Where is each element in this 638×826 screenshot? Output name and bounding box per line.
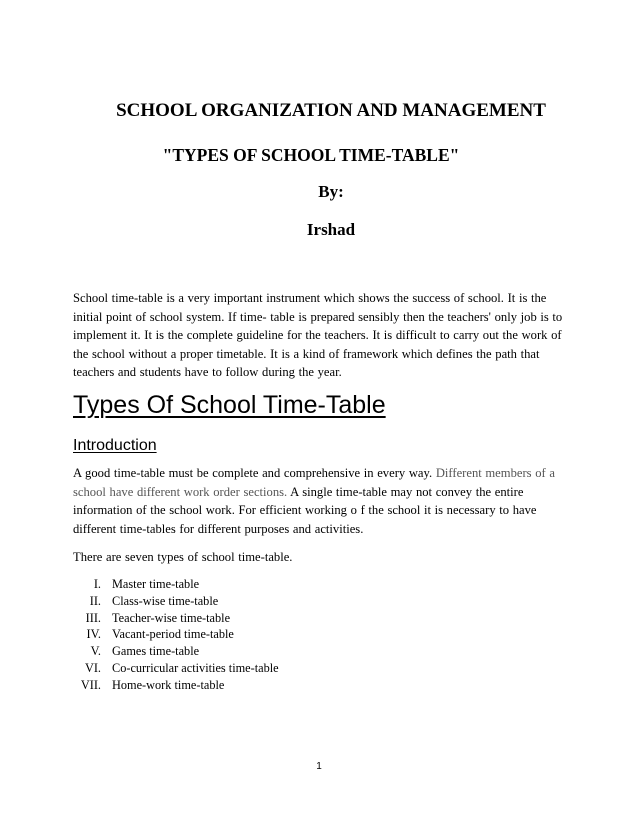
list-item (73, 610, 473, 627)
paragraph-line (73, 483, 573, 502)
paragraph-line: the school without a proper timetable. It is a kind of framework which defines the path that (73, 346, 540, 361)
types-list (73, 576, 473, 694)
list-item (73, 576, 473, 593)
list-item (73, 643, 473, 660)
list-text: Co-curricular activities time-table (112, 660, 279, 675)
list-item (73, 660, 473, 677)
list-number: VI. (84, 660, 101, 675)
body-paragraph (73, 464, 573, 538)
list-text: Master time-table (112, 577, 200, 591)
author-name: Irshad (306, 220, 356, 239)
intro-paragraph (73, 289, 573, 382)
paragraph-line: initial point of school system. If time- table is prepared sensibly then the teachers' only job is to (73, 309, 563, 324)
list-item (73, 626, 473, 643)
section-heading: Types Of School Time-Table (73, 391, 386, 419)
list-item (73, 593, 473, 610)
paragraph-line: implement it. It is the complete guideline for the teachers. It is difficult to carry out the work of (73, 328, 562, 342)
list-number: I. (93, 577, 101, 591)
list-text: Home-work time-table (112, 677, 225, 692)
list-text: Class-wise time-table (112, 593, 219, 608)
list-text: Vacant-period time-table (112, 627, 234, 642)
by-label: By: (318, 182, 344, 201)
paragraph-line: School time-table is a very important instrument which shows the success of school. It is the (73, 291, 547, 305)
list-text: Teacher-wise time-table (112, 610, 231, 625)
text-segment: A good time-table must be complete and comprehensive in every way. (73, 466, 436, 480)
paragraph-line: teachers and students have to follow during the year. (73, 365, 342, 379)
paragraph-line (73, 464, 573, 483)
text-segment-muted: Different members of a (435, 466, 555, 480)
paragraph-line: information of the school work. For efficient working o f the school it is necessary to have (73, 503, 537, 517)
types-intro: There are seven types of school time-table. (73, 550, 293, 564)
paragraph-line: different time-tables for different purposes and activities. (73, 521, 364, 536)
text-segment: A single time-table may not convey the entire (287, 484, 524, 499)
document-title: SCHOOL ORGANIZATION AND MANAGEMENT (116, 100, 546, 121)
list-number: III. (85, 610, 101, 625)
list-text: Games time-table (112, 644, 200, 659)
list-number: IV. (86, 627, 101, 642)
list-item (73, 677, 473, 694)
page-number: 1 (316, 761, 322, 772)
document-subtitle: "TYPES OF SCHOOL TIME-TABLE" (162, 145, 460, 165)
text-segment-muted: school have different work order sections. (73, 484, 288, 499)
subsection-heading: Introduction (73, 437, 157, 454)
list-number: II. (89, 593, 101, 608)
list-number: V. (90, 644, 101, 659)
list-number: VII. (80, 677, 101, 692)
